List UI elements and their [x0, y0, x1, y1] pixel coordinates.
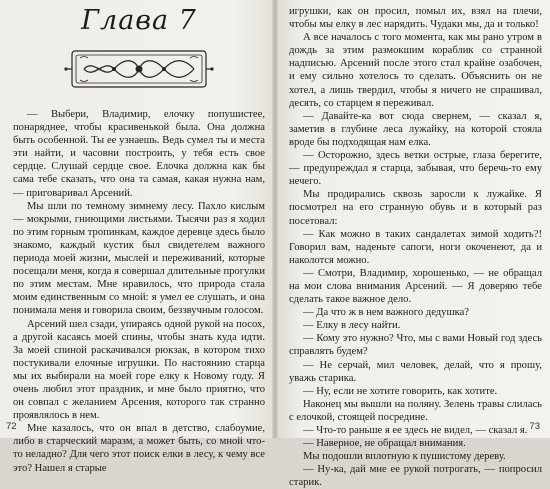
paragraph: Мы шли по темному зимнему лесу. Пахло кислым — мокрыми, гниющими листьями. Тысячи раз я ходил по этим горным тропинкам, каждое деревце здесь было знакомо, каждый кустик был свидетелем важного периода моей жизни, мыслей и переживаний, которые посещали меня, когда я совершал длительные прогулки по этим местам. Мне нравилось, что природа стала моим единственным со мной: я умел ее слушать, и она понимала меня и говорила своим, беззвучным голосом. — [13, 200, 265, 317]
paragraph: — Ну-ка, дай мне ее рукой потрогать, — попросил старик. — [289, 464, 542, 489]
paragraph: Мы продирались сквозь заросли к лужайке. Я посмотрел на его странную обувь и в который раз посетовал: — [289, 189, 542, 227]
paragraph: — Выбери, Владимир, елочку попушистее, понаряднее, чтобы красивенькой была. Она должна быть особенной. Ты ее узнаешь. Ведь сумел ты и места эти найти, и часовни построить, у тебя есть свое сердце. Слушай сердце свое. Елочка должна как бы сама тебе сказать, что она та самая, какая нужна нам, — приговаривал Арсений. — [13, 109, 265, 199]
chapter-title: Глава 7 — [81, 5, 197, 36]
paragraph: А все началось с того момента, как мы рано утром в дождь за этим размокшим кораблик со странной надписью. Арсений после этого стал крайне озабочен, и ему сильно хотелось то сделать. Объяснить он не хотел, а лишь твердил, чтобы я ничего не спрашивал, десять, со старцем я переживал. — [289, 32, 542, 109]
ornament-divider-icon — [64, 46, 214, 92]
right-page — [275, 0, 550, 489]
paragraph: — Не серчай, мил человек, делай, что я прошу, уважь старика. — [289, 359, 542, 384]
book-gutter — [272, 0, 278, 438]
paragraph: — Как можно в таких сандалетах зимой ходить?! Говорил вам, наденьте сапоги, ноги окоченеют, да и наколотся можно. — [289, 228, 542, 266]
left-page-text — [13, 108, 265, 475]
page-number: 72 — [6, 421, 17, 432]
paragraph: — Кому это нужно? Что, мы с вами Новый год здесь справлять будем? — [289, 333, 542, 358]
right-page-text — [289, 5, 542, 489]
paragraph: — Что-то раньше я ее здесь не видел, — сказал я. — [303, 425, 528, 436]
paragraph: — Давайте-ка вот сюда свернем, — сказал я, заметив в глубине леса лужайку, на которой стояла вроде бы подходящая нам елка. — [289, 110, 542, 148]
paragraph: — Наверное, не обращал внимания. — [303, 438, 466, 450]
paragraph: Мне казалось, что он впал в детство, слабоумие, либо в старческий маразм, а может быть, со мной что-то неладно? Для чего этот поиск елки в лесу, к чему все это? Нашел я старые — [13, 423, 265, 474]
paragraph: Мы подошли вплотную к пушистому дереву. — [303, 451, 506, 463]
paragraph: — Елку в лесу найти. — [303, 320, 401, 332]
paragraph: игрушки, как он просил, помыл их, взял на плечи, чтобы мы елку в лес нарядить. Чудаки мы, да и только! — [289, 6, 542, 31]
page-number: 73 — [529, 421, 540, 432]
paragraph: — Осторожно, здесь ветки острые, глаза берегите, — предупреждал я старца, забывая, что беречь-то ему нечего. — [289, 150, 542, 188]
paragraph: — Да что ж в нем важного дедушка? — [303, 307, 469, 319]
paragraph: Арсений шел сзади, упираясь одной рукой на посох, а другой касаясь моей спины, чтобы знать куда идти. За моей спиной раскачивался рюкзак, в котором тихо постукивали елочные игрушки. По настоянию старца мы их выбирали на моей горе елку к Новому году. Я очень любил этот праздник, и мне было приятно, что он совпал с желанием Арсения, которого так странно проявлялось в нем. — [13, 318, 265, 422]
paragraph: — Ну, если не хотите говорить, как хотите. — [303, 385, 498, 397]
paragraph: Наконец мы вышли на поляну. Зелень травы слилась с елочкой, стоящей посредине. — [289, 398, 542, 423]
left-page — [0, 0, 275, 474]
paragraph: — Смотри, Владимир, хорошенько, — не обращал на мои слова внимания Арсений. — Я доверяю тебе сделать такое важное дело. — [289, 267, 542, 306]
